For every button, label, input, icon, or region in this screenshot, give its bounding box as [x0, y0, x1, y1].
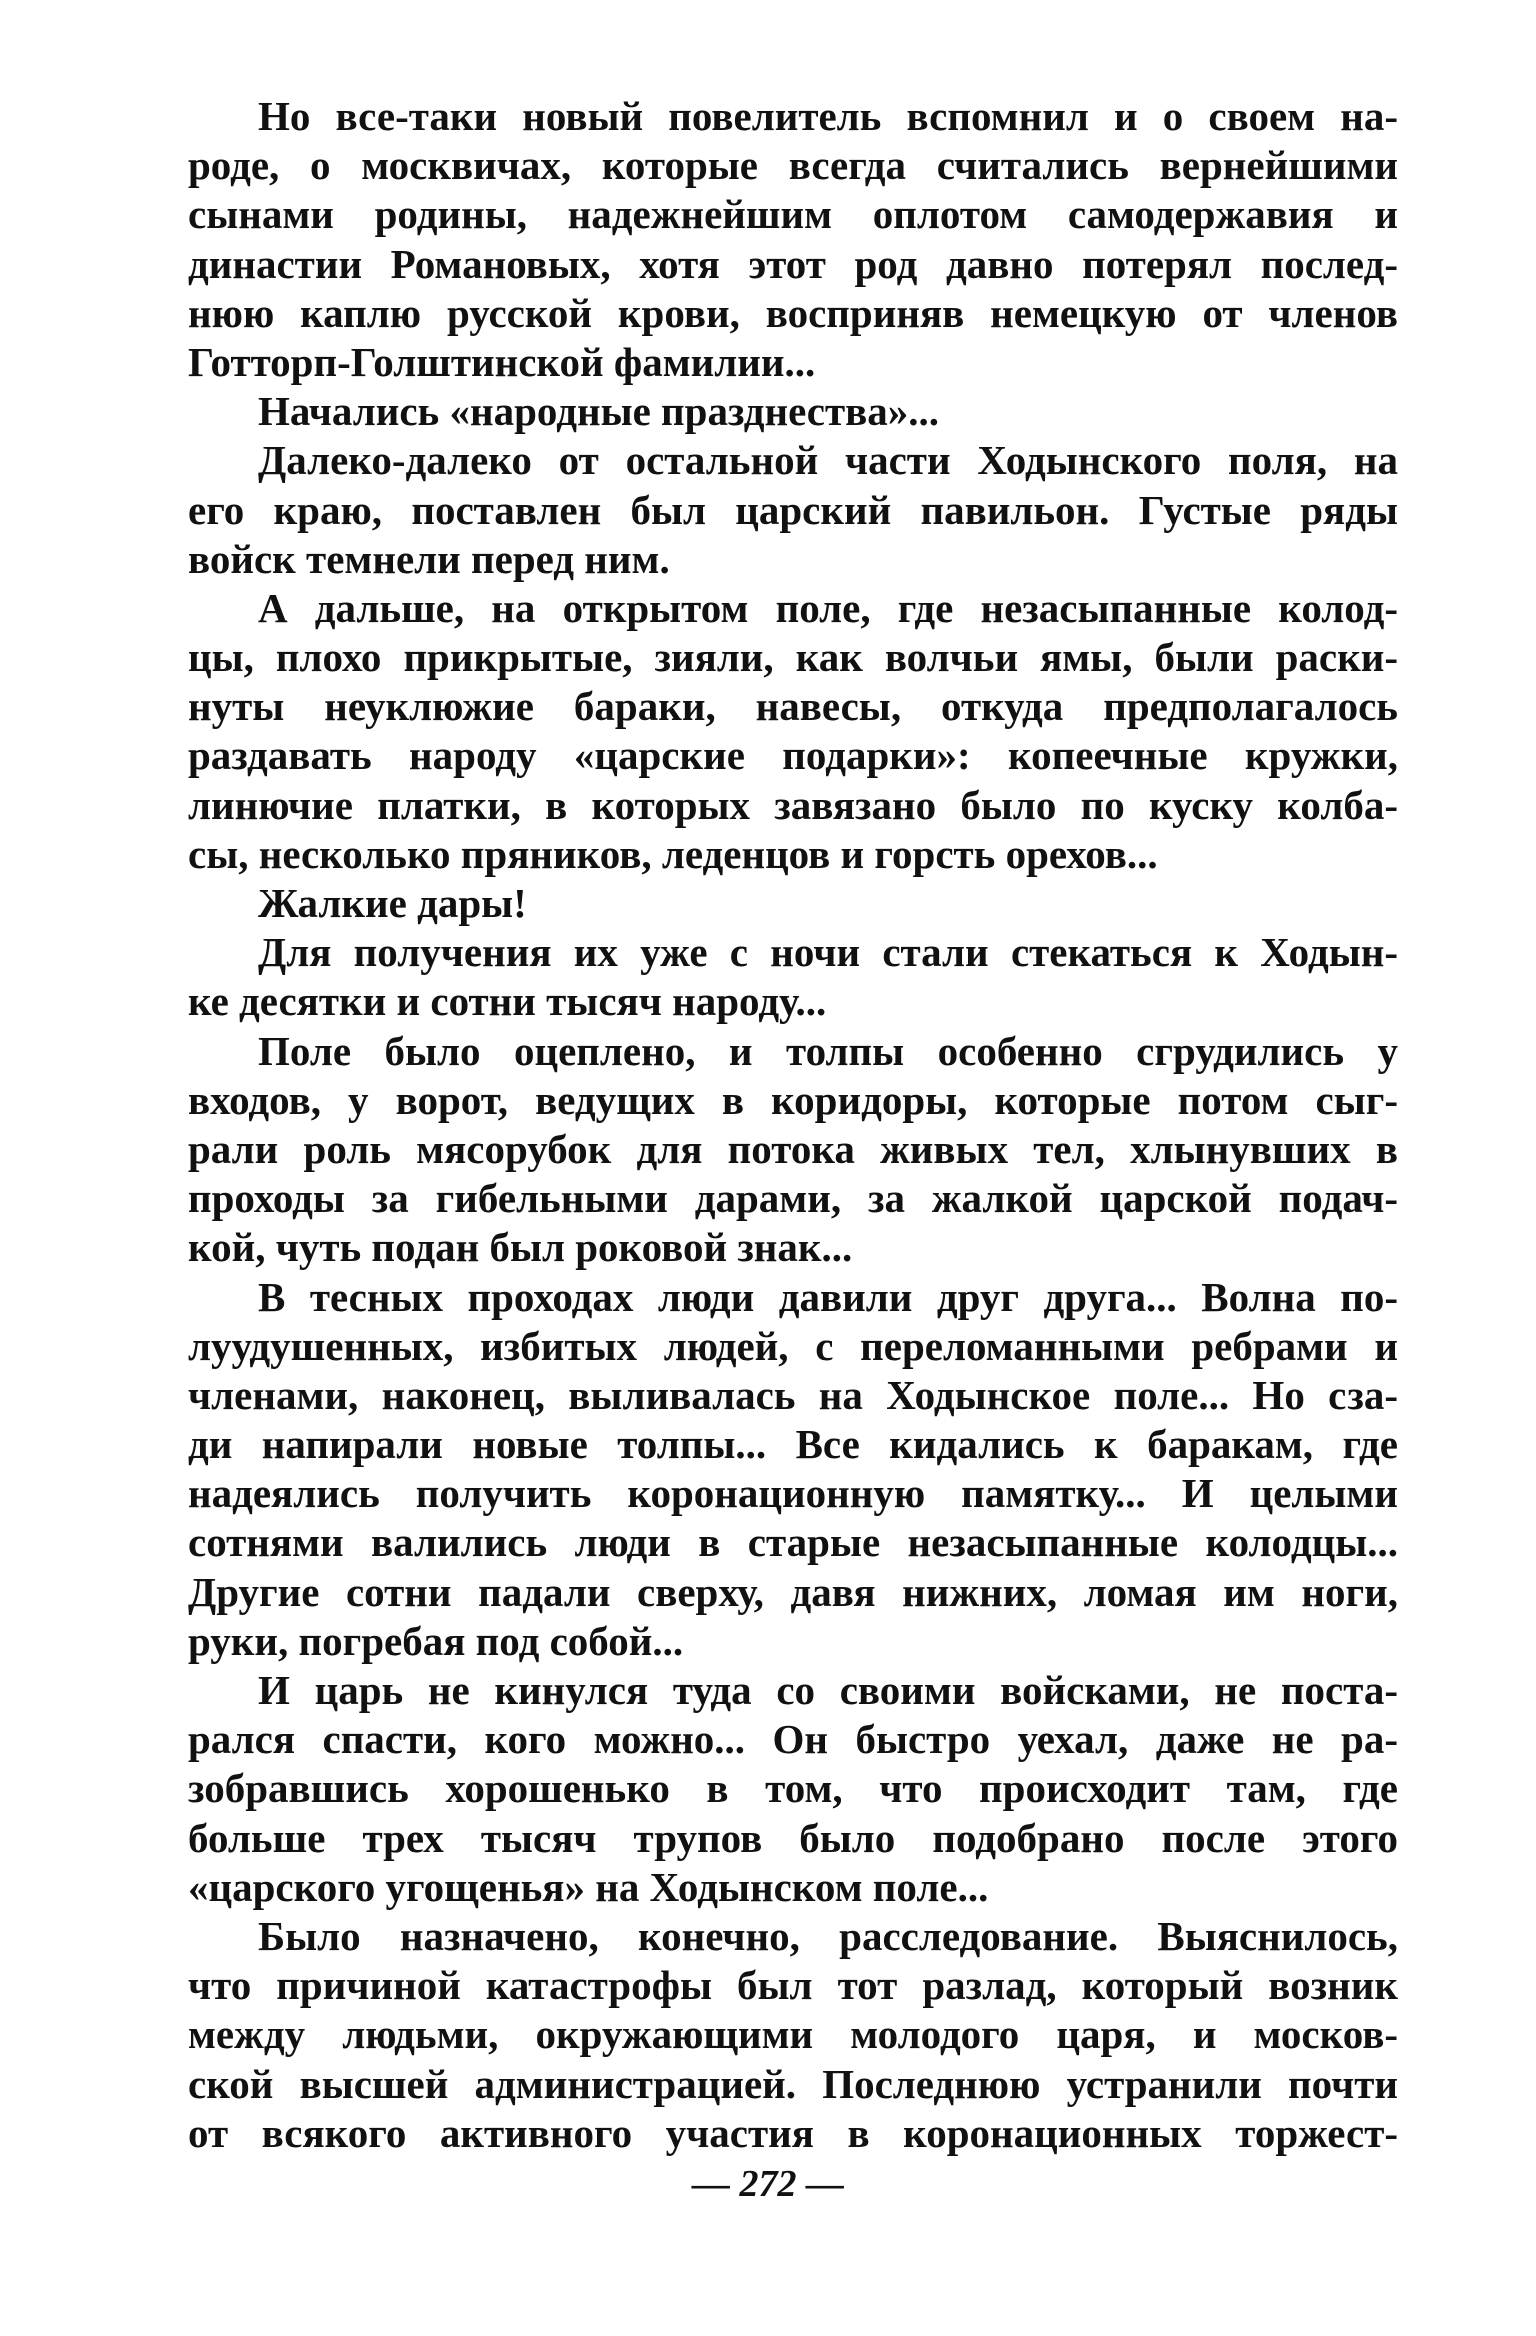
text-line: рали роль мясорубок для потока живых тел, хлынувших в	[188, 1125, 1398, 1172]
text-line: Начались «народные празднества»...	[258, 388, 940, 435]
text-line: войск темнели перед ним.	[188, 535, 670, 582]
paragraph	[188, 584, 1398, 879]
text-line: сы, несколько пряников, леденцов и горсть орехов...	[188, 830, 1158, 877]
text-line: проходы за гибельными дарами, за жалкой царской подач-	[188, 1175, 1398, 1222]
text-line: что причиной катастрофы был тот разлад, который возник	[188, 1962, 1398, 2009]
text-line: кой, чуть подан был роковой знак...	[188, 1224, 853, 1271]
text-line: руки, погребая под собой...	[188, 1617, 684, 1664]
text-line: раздавать народу «царские подарки»: копеечные кружки,	[188, 732, 1398, 779]
text-line: надеялись получить коронационную памятку... И целыми	[188, 1470, 1398, 1517]
paragraph	[188, 387, 1398, 436]
text-line: А дальше, на открытом поле, где незасыпанные колод-	[258, 584, 1398, 631]
text-line: роде, о москвичах, которые всегда считались вернейшими	[188, 142, 1398, 189]
text-line: сотнями валились люди в старые незасыпанные колодцы...	[188, 1519, 1398, 1566]
page-number: — 272 —	[692, 2163, 844, 2205]
text-line: ди напирали новые толпы... Все кидались к баракам, где	[188, 1421, 1398, 1468]
text-line: рался спасти, кого можно... Он быстро уехал, даже не ра-	[188, 1716, 1398, 1763]
text-line: сынами родины, надежнейшим оплотом самодержавия и	[188, 191, 1398, 238]
text-line: Далеко-далеко от остальной части Ходынского поля, на	[258, 437, 1398, 484]
paragraph	[188, 436, 1398, 584]
text-line: нюю каплю русской крови, восприняв немецкую от членов	[188, 289, 1398, 336]
text-line: ке десятки и сотни тысяч народу...	[188, 978, 827, 1025]
text-line: входов, у ворот, ведущих в коридоры, которые потом сыг-	[188, 1076, 1398, 1123]
text-line: «царского угощенья» на Ходынском поле...	[188, 1863, 989, 1910]
paragraph	[188, 1666, 1398, 1912]
text-line: И царь не кинулся туда со своими войсками, не поста-	[258, 1667, 1398, 1713]
page-text	[188, 92, 1398, 2158]
text-line: В тесных проходах люди давили друг друга... Волна по-	[258, 1273, 1398, 1320]
text-line: от всякого активного участия в коронационных торжест-	[188, 2109, 1398, 2156]
text-line: ской высшей администрацией. Последнюю устранили почти	[188, 2060, 1398, 2107]
text-line: Но все-таки новый повелитель вспомнил и о своем на-	[258, 93, 1398, 139]
text-line: нуты неуклюжие бараки, навесы, откуда предполагалось	[188, 683, 1398, 730]
text-line: луудушенных, избитых людей, с переломанными ребрами и	[188, 1322, 1398, 1369]
text-line: зобравшись хорошенько в том, что происходит там, где	[188, 1765, 1398, 1812]
text-line: больше трех тысяч трупов было подобрано после этого	[188, 1814, 1398, 1861]
paragraph	[188, 928, 1398, 1026]
text-line: членами, наконец, выливалась на Ходынское поле... Но сза-	[188, 1371, 1398, 1418]
text-line: Поле было оцеплено, и толпы особенно сгрудились у	[258, 1027, 1398, 1074]
text-line: линючие платки, в которых завязано было по куску колба-	[188, 781, 1398, 828]
paragraph	[188, 1027, 1398, 1273]
text-line: его краю, поставлен был царский павильон. Густые ряды	[188, 486, 1398, 533]
paragraph	[188, 879, 1398, 928]
text-line: Жалкие дары!	[258, 880, 527, 926]
text-line: Было назначено, конечно, расследование. Выяснилось,	[258, 1912, 1398, 1959]
paragraph	[188, 1912, 1398, 2158]
text-line: цы, плохо прикрытые, зияли, как волчьи ямы, были раски-	[188, 634, 1398, 681]
paragraph	[188, 92, 1398, 387]
text-line: между людьми, окружающими молодого царя, и москов-	[188, 2011, 1398, 2058]
text-line: Другие сотни падали сверху, давя нижних, ломая им ноги,	[188, 1568, 1398, 1615]
paragraph	[188, 1273, 1398, 1667]
text-line: Готторп-Голштинской фамилии...	[188, 338, 816, 385]
text-line: Для получения их уже с ночи стали стекаться к Ходын-	[258, 929, 1398, 976]
text-line: династии Романовых, хотя этот род давно потерял послед-	[188, 240, 1398, 287]
